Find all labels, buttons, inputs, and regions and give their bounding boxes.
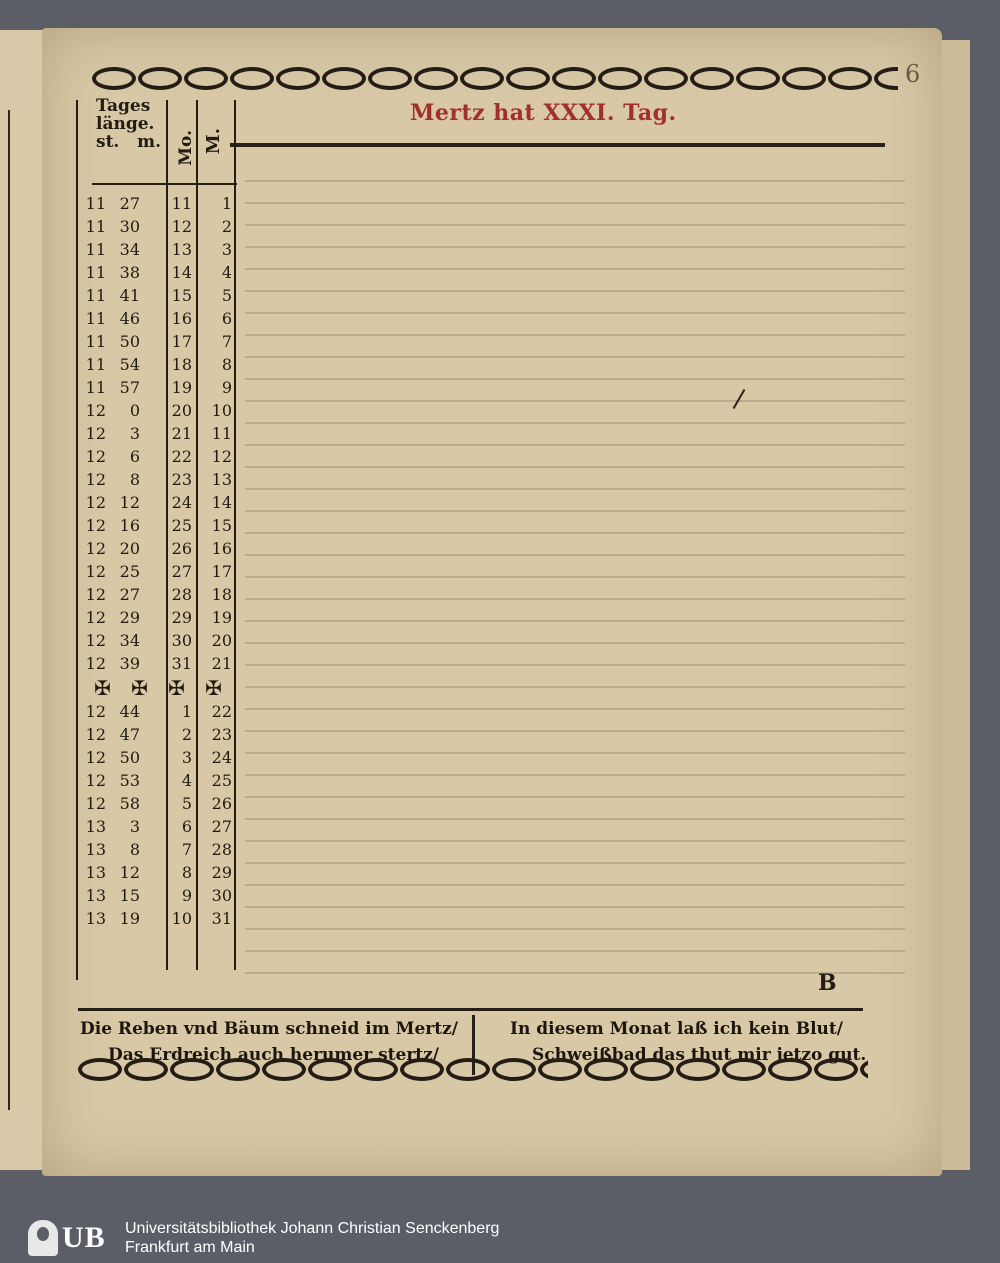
- hours-cell: 12: [85, 794, 106, 813]
- minutes-cell: 30: [119, 217, 140, 236]
- hours-cell: 13: [85, 817, 106, 836]
- table-row: [84, 700, 234, 723]
- moon-day-cell: 10: [171, 909, 192, 928]
- minutes-cell: 34: [119, 240, 140, 259]
- moon-day-cell: 31: [171, 654, 192, 673]
- ornament-link: [262, 1058, 306, 1081]
- moon-day-cell: 15: [171, 286, 192, 305]
- month-day-cell: 18: [211, 585, 232, 604]
- minutes-cell: 53: [119, 771, 140, 790]
- month-day-cell: 13: [211, 470, 232, 489]
- minutes-cell: 39: [119, 654, 140, 673]
- moon-day-cell: 3: [181, 748, 192, 767]
- header-tages: Tages: [96, 96, 151, 116]
- hours-cell: 11: [85, 263, 106, 282]
- month-day-cell: 11: [211, 424, 232, 443]
- cross-symbol-icon: ✠: [168, 675, 185, 700]
- hours-cell: 12: [85, 516, 106, 535]
- hours-cell: 12: [85, 585, 106, 604]
- month-day-cell: 26: [211, 794, 232, 813]
- hours-cell: 12: [85, 493, 106, 512]
- ornament-link: [216, 1058, 260, 1081]
- cross-symbol-icon: ✠: [94, 675, 111, 700]
- month-day-cell: 24: [211, 748, 232, 767]
- hours-cell: 13: [85, 840, 106, 859]
- ornament-link: [860, 1058, 868, 1081]
- table-row: [84, 723, 234, 746]
- ornament-link: [354, 1058, 398, 1081]
- month-day-cell: 15: [211, 516, 232, 535]
- minutes-cell: 20: [119, 539, 140, 558]
- month-day-cell: 6: [221, 309, 232, 328]
- moon-day-cell: 24: [171, 493, 192, 512]
- table-row: [84, 330, 234, 353]
- ornament-link: [874, 67, 898, 90]
- library-name: Universitätsbibliothek Johann Christian Senckenberg: [125, 1220, 500, 1237]
- table-header-rule: [92, 183, 237, 185]
- minutes-cell: 3: [129, 817, 140, 836]
- ornament-link: [584, 1058, 628, 1081]
- moon-day-cell: 13: [171, 240, 192, 259]
- ornament-link: [78, 1058, 122, 1081]
- day-length-table: [84, 192, 234, 930]
- hours-cell: 12: [85, 562, 106, 581]
- hours-cell: 12: [85, 654, 106, 673]
- minutes-cell: 50: [119, 332, 140, 351]
- moon-day-cell: 22: [171, 447, 192, 466]
- table-column-rule: [234, 100, 236, 970]
- minutes-cell: 25: [119, 562, 140, 581]
- table-row: [84, 746, 234, 769]
- ornament-link: [446, 1058, 490, 1081]
- header-laenge: länge.: [96, 113, 155, 134]
- ornament-link: [92, 67, 136, 90]
- table-row: [84, 192, 234, 215]
- table-row: [84, 537, 234, 560]
- ornament-link: [630, 1058, 674, 1081]
- hours-cell: 12: [85, 447, 106, 466]
- ornament-link: [368, 67, 412, 90]
- table-row: [84, 792, 234, 815]
- minutes-cell: 38: [119, 263, 140, 282]
- minutes-cell: 41: [119, 286, 140, 305]
- ornament-link: [492, 1058, 536, 1081]
- header-day-length: [96, 98, 161, 152]
- minutes-cell: 16: [119, 516, 140, 535]
- month-day-cell: 3: [221, 240, 232, 259]
- table-row: [84, 652, 234, 675]
- minutes-cell: 27: [119, 194, 140, 213]
- moon-day-cell: 28: [171, 585, 192, 604]
- table-row: [84, 514, 234, 537]
- ornament-link: [828, 67, 872, 90]
- bottom-ornamental-border: [78, 1055, 868, 1083]
- hours-cell: 12: [85, 771, 106, 790]
- minutes-cell: 15: [119, 886, 140, 905]
- minutes-cell: 8: [129, 840, 140, 859]
- moon-day-cell: 11: [171, 194, 192, 213]
- hours-cell: 11: [85, 286, 106, 305]
- moon-day-cell: 16: [171, 309, 192, 328]
- minutes-cell: 19: [119, 909, 140, 928]
- month-day-cell: 19: [211, 608, 232, 627]
- month-day-cell: 7: [221, 332, 232, 351]
- ornament-link: [768, 1058, 812, 1081]
- moon-day-cell: 1: [181, 702, 192, 721]
- ornament-link: [414, 67, 458, 90]
- minutes-cell: 6: [129, 447, 140, 466]
- minutes-cell: 50: [119, 748, 140, 767]
- minutes-cell: 8: [129, 470, 140, 489]
- minutes-cell: 12: [119, 493, 140, 512]
- logo-text: UB: [62, 1221, 106, 1254]
- ornament-link: [690, 67, 734, 90]
- hours-cell: 11: [85, 332, 106, 351]
- table-row: [84, 284, 234, 307]
- minutes-cell: 57: [119, 378, 140, 397]
- month-day-cell: 25: [211, 771, 232, 790]
- month-day-cell: 9: [221, 378, 232, 397]
- month-day-cell: 2: [221, 217, 232, 236]
- moon-day-cell: 17: [171, 332, 192, 351]
- month-day-cell: 8: [221, 355, 232, 374]
- moon-day-cell: 4: [181, 771, 192, 790]
- header-moon-column: Mo.: [176, 130, 196, 166]
- ornament-link: [276, 67, 320, 90]
- minutes-cell: 44: [119, 702, 140, 721]
- month-day-cell: 1: [221, 194, 232, 213]
- month-day-cell: 27: [211, 817, 232, 836]
- hours-cell: 12: [85, 424, 106, 443]
- ornament-link: [184, 67, 228, 90]
- table-row: [84, 399, 234, 422]
- month-day-cell: 16: [211, 539, 232, 558]
- table-row: [84, 376, 234, 399]
- moon-day-cell: 7: [181, 840, 192, 859]
- portrait-icon: [28, 1220, 58, 1256]
- header-units: st. m.: [96, 131, 162, 152]
- moon-day-cell: 18: [171, 355, 192, 374]
- hours-cell: 12: [85, 608, 106, 627]
- moon-day-cell: 8: [181, 863, 192, 882]
- moon-day-cell: 29: [171, 608, 192, 627]
- ornament-link: [322, 67, 366, 90]
- catchword: B: [818, 970, 837, 996]
- moon-day-cell: 30: [171, 631, 192, 650]
- month-day-cell: 12: [211, 447, 232, 466]
- month-day-cell: 22: [211, 702, 232, 721]
- moon-day-cell: 6: [181, 817, 192, 836]
- minutes-cell: 34: [119, 631, 140, 650]
- month-day-cell: 17: [211, 562, 232, 581]
- verse-line: Das Erdreich auch herumer stertz/: [108, 1045, 439, 1065]
- month-day-cell: 5: [221, 286, 232, 305]
- moon-day-cell: 26: [171, 539, 192, 558]
- ornament-link: [676, 1058, 720, 1081]
- minutes-cell: 29: [119, 608, 140, 627]
- hours-cell: 11: [85, 309, 106, 328]
- table-row: [84, 884, 234, 907]
- ornament-link: [460, 67, 504, 90]
- page-title: Mertz hat XXXI. Tag.: [410, 100, 677, 126]
- ornament-link: [598, 67, 642, 90]
- table-row: [84, 238, 234, 261]
- minutes-cell: 27: [119, 585, 140, 604]
- table-row: [84, 353, 234, 376]
- table-row: [84, 468, 234, 491]
- verse-rule: [78, 1008, 863, 1011]
- page-folio-number: 6: [905, 60, 921, 88]
- table-row: [84, 491, 234, 514]
- cross-symbol-icon: ✠: [205, 675, 222, 700]
- minutes-cell: 0: [129, 401, 140, 420]
- moon-day-cell: 27: [171, 562, 192, 581]
- hours-cell: 12: [85, 631, 106, 650]
- moon-day-cell: 2: [181, 725, 192, 744]
- hours-cell: 11: [85, 194, 106, 213]
- table-row: [84, 606, 234, 629]
- month-day-cell: 31: [211, 909, 232, 928]
- title-rule: [230, 143, 885, 147]
- moon-day-cell: 5: [181, 794, 192, 813]
- table-left-rule: [76, 100, 78, 980]
- library-logo[interactable]: [28, 1220, 116, 1256]
- minutes-cell: 12: [119, 863, 140, 882]
- hours-cell: 13: [85, 886, 106, 905]
- ornament-link: [170, 1058, 214, 1081]
- month-day-cell: 30: [211, 886, 232, 905]
- hours-cell: 12: [85, 748, 106, 767]
- table-row: [84, 907, 234, 930]
- minutes-cell: 3: [129, 424, 140, 443]
- ornament-link: [552, 67, 596, 90]
- show-through-text: [245, 160, 905, 980]
- moon-day-cell: 14: [171, 263, 192, 282]
- hours-cell: 11: [85, 217, 106, 236]
- verse-line: In diesem Monat laß ich kein Blut/: [510, 1019, 843, 1039]
- hours-cell: 12: [85, 539, 106, 558]
- table-row: [84, 769, 234, 792]
- ornament-link: [782, 67, 826, 90]
- minutes-cell: 58: [119, 794, 140, 813]
- month-day-cell: 29: [211, 863, 232, 882]
- hours-cell: 12: [85, 702, 106, 721]
- ornament-link: [230, 67, 274, 90]
- ornament-link: [736, 67, 780, 90]
- ornament-link: [644, 67, 688, 90]
- ornament-link: [308, 1058, 352, 1081]
- month-day-cell: 21: [211, 654, 232, 673]
- table-row: [84, 215, 234, 238]
- month-day-cell: 14: [211, 493, 232, 512]
- hours-cell: 13: [85, 909, 106, 928]
- ornament-link: [400, 1058, 444, 1081]
- ornament-link: [814, 1058, 858, 1081]
- table-row: [84, 422, 234, 445]
- ornament-link: [138, 67, 182, 90]
- month-day-cell: 20: [211, 631, 232, 650]
- moon-day-cell: 23: [171, 470, 192, 489]
- ornament-link: [722, 1058, 766, 1081]
- ornament-link: [506, 67, 550, 90]
- month-day-cell: 23: [211, 725, 232, 744]
- moon-day-cell: 9: [181, 886, 192, 905]
- hours-cell: 12: [85, 401, 106, 420]
- header-month-column: M.: [203, 128, 224, 155]
- table-row: [84, 307, 234, 330]
- hours-cell: 12: [85, 725, 106, 744]
- table-row: [84, 560, 234, 583]
- table-row: [84, 861, 234, 884]
- table-row: [84, 445, 234, 468]
- verse-line: Schweißbad das thut mir jetzo gut.: [532, 1045, 867, 1065]
- hours-cell: 11: [85, 378, 106, 397]
- ornament-link: [124, 1058, 168, 1081]
- library-footer: [0, 1208, 1000, 1263]
- moon-day-cell: 21: [171, 424, 192, 443]
- month-day-cell: 4: [221, 263, 232, 282]
- hours-cell: 11: [85, 240, 106, 259]
- moon-change-row: [84, 675, 234, 700]
- hours-cell: 13: [85, 863, 106, 882]
- table-row: [84, 838, 234, 861]
- month-day-cell: 10: [211, 401, 232, 420]
- moon-day-cell: 20: [171, 401, 192, 420]
- left-page-rule: [8, 110, 10, 1110]
- month-day-cell: 28: [211, 840, 232, 859]
- table-row: [84, 815, 234, 838]
- library-location: Frankfurt am Main: [125, 1239, 255, 1256]
- verse-line: Die Reben vnd Bäum schneid im Mertz/: [80, 1019, 458, 1039]
- table-row: [84, 261, 234, 284]
- minutes-cell: 46: [119, 309, 140, 328]
- moon-day-cell: 12: [171, 217, 192, 236]
- hours-cell: 12: [85, 470, 106, 489]
- table-row: [84, 583, 234, 606]
- minutes-cell: 47: [119, 725, 140, 744]
- ornament-link: [538, 1058, 582, 1081]
- moon-day-cell: 25: [171, 516, 192, 535]
- moon-day-cell: 19: [171, 378, 192, 397]
- top-ornamental-border: [92, 64, 898, 92]
- minutes-cell: 54: [119, 355, 140, 374]
- table-row: [84, 629, 234, 652]
- hours-cell: 11: [85, 355, 106, 374]
- cross-symbol-icon: ✠: [131, 675, 148, 700]
